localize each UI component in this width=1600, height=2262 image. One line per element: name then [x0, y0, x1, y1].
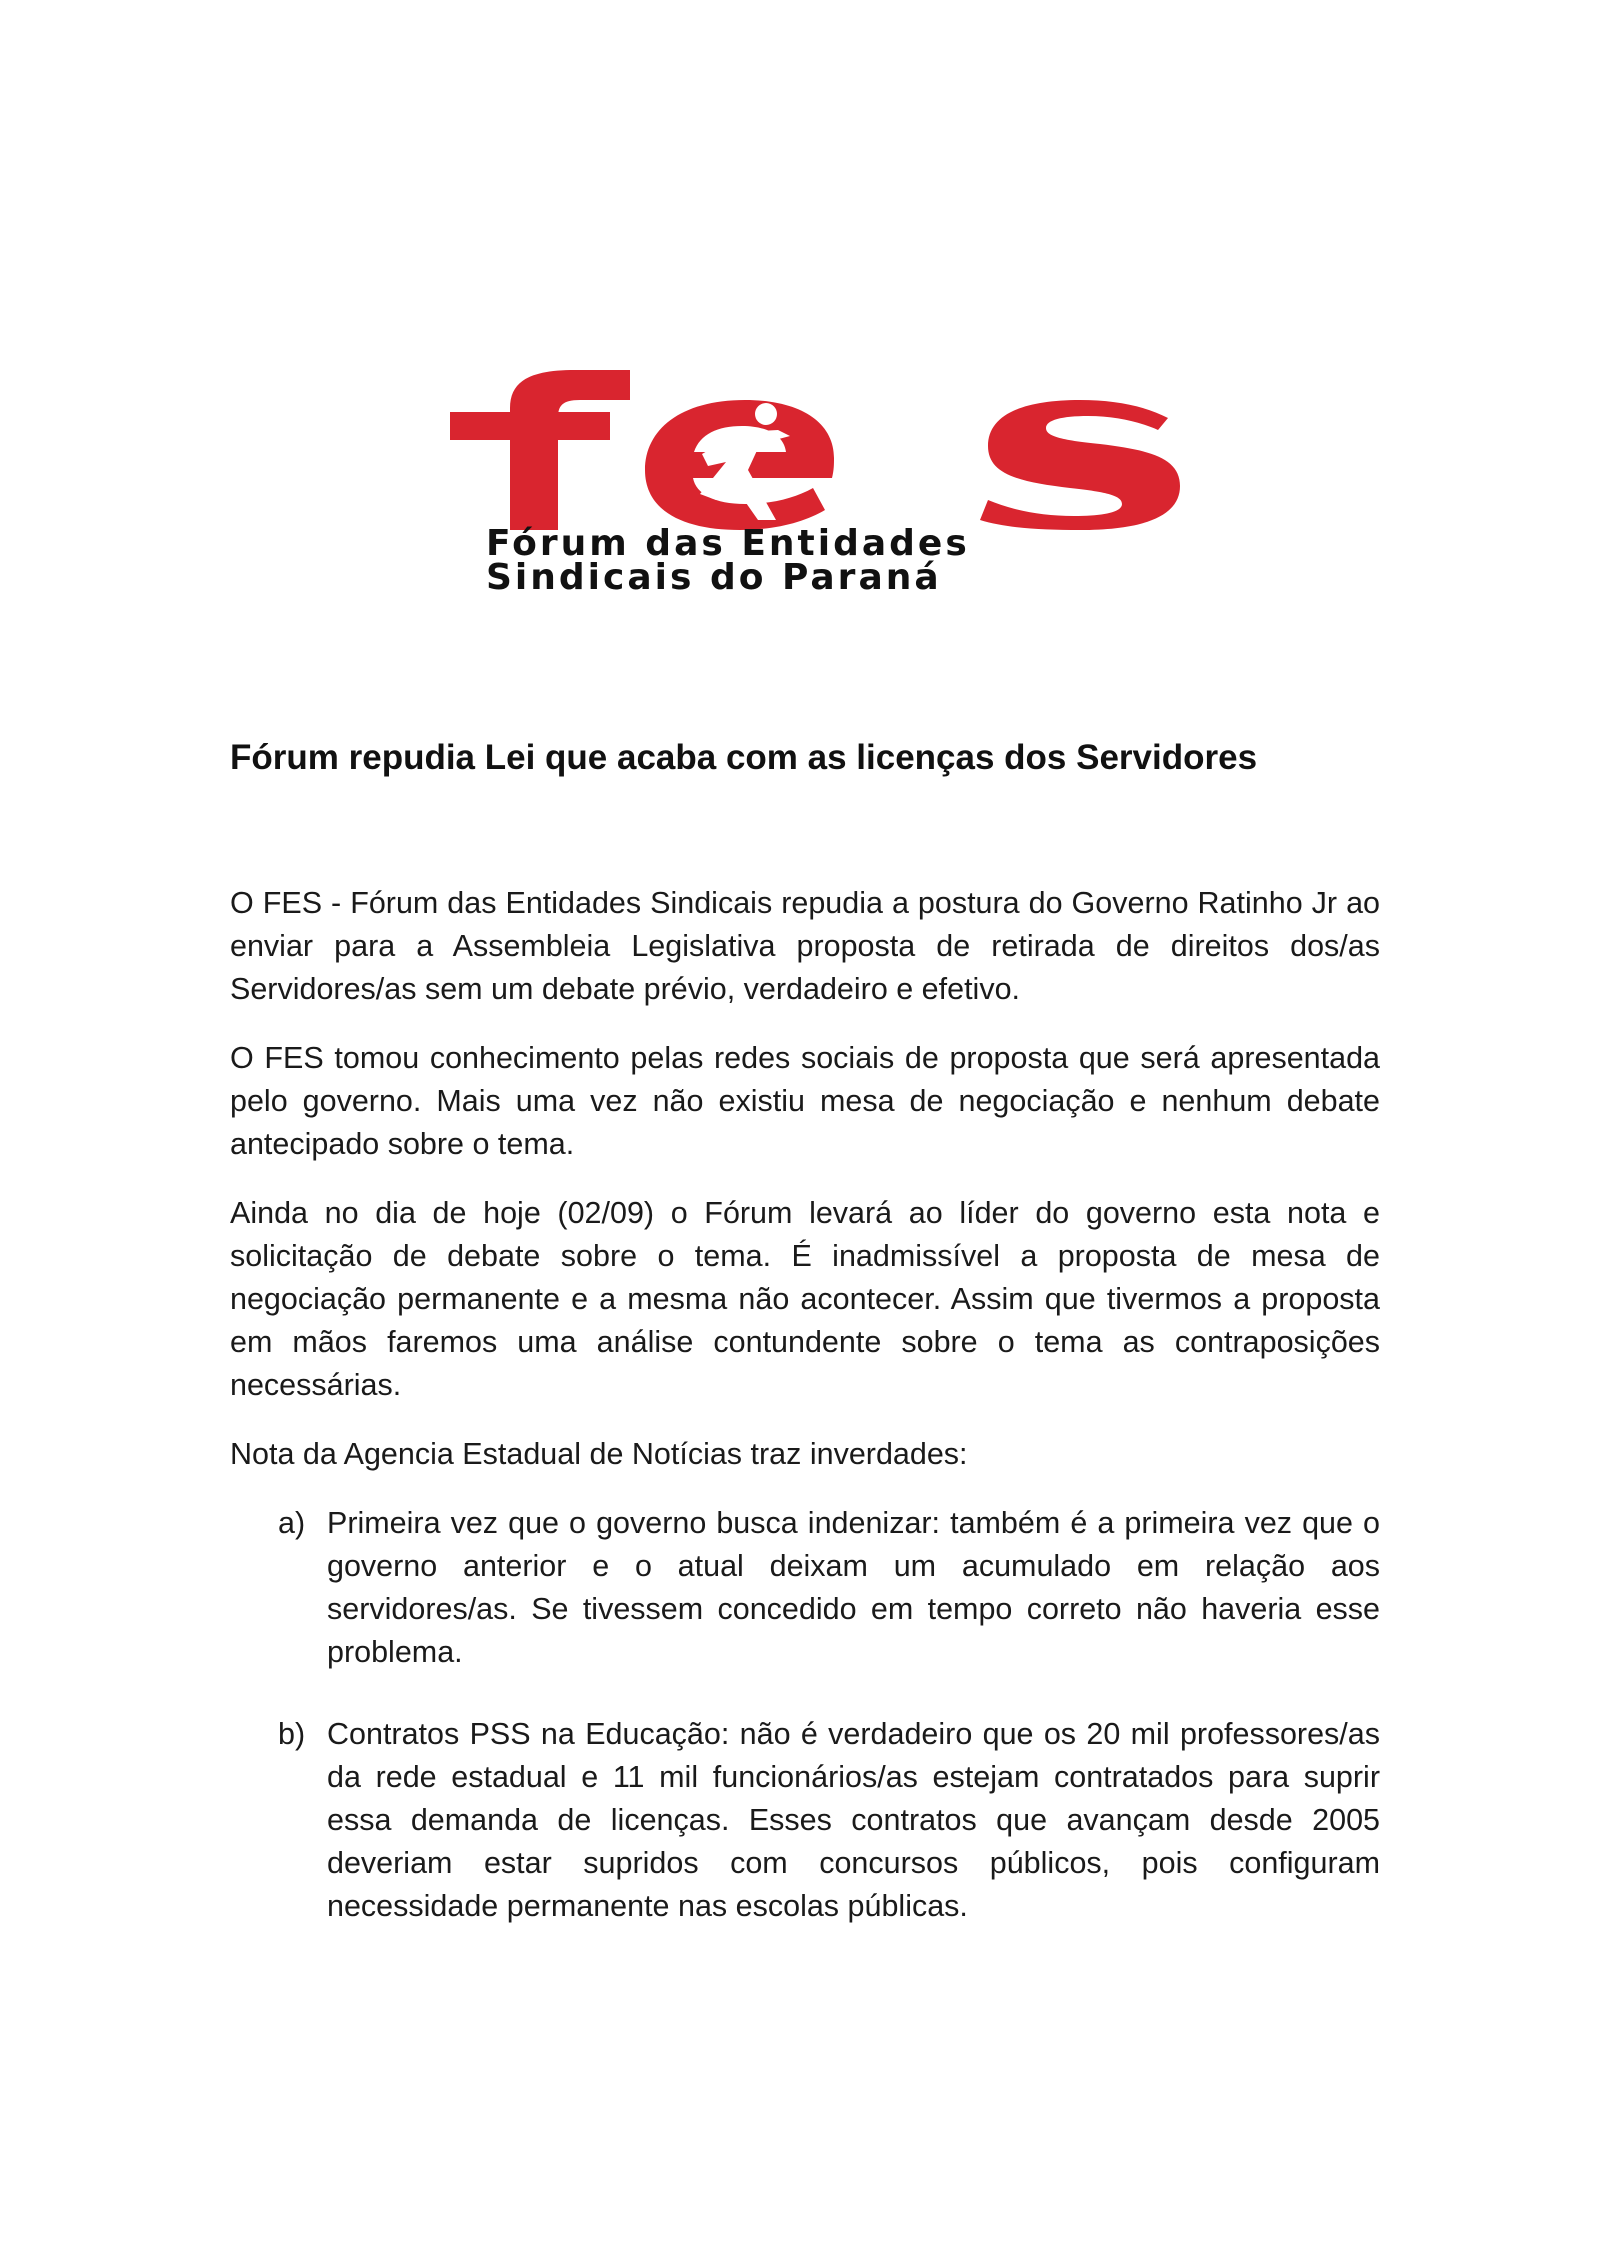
paragraph: O FES - Fórum das Entidades Sindicais repudia a postura do Governo Ratinho Jr ao enviar para a Assembleia Legislativa proposta de retirada de direitos dos/as Servidores/as sem um debate prévio, verdadeiro e efetivo. [230, 886, 1380, 1006]
list-item-text: Primeira vez que o governo busca indenizar: também é a primeira vez que o governo anterior e o atual deixam um acumulado em relação aos servidores/as. Se tivessem concedido em tempo correto não haveria esse problema. [327, 1506, 1380, 1669]
logo-letter-s [980, 400, 1180, 530]
logo-subtitle-line1: Fórum das Entidades [486, 523, 970, 564]
document-body [230, 882, 1380, 1967]
logo-subtitle-line2: Sindicais do Paraná [486, 557, 942, 598]
list-item [230, 1713, 1380, 1928]
document-title: Fórum repudia Lei que acaba com as licenças dos Servidores [230, 738, 1258, 777]
paragraph: Nota da Agencia Estadual de Notícias traz inverdades: [230, 1437, 968, 1471]
logo-letter-e [645, 400, 834, 530]
paragraph: O FES tomou conhecimento pelas redes sociais de proposta que será apresentada pelo governo. Mais uma vez não existiu mesa de negociação e nenhum debate antecipado sobre o tema. [230, 1041, 1380, 1161]
paragraph: Ainda no dia de hoje (02/09) o Fórum levará ao líder do governo esta nota e solicitação de debate sobre o tema. É inadmissível a proposta de mesa de negociação permanente e a mesma não acontecer. Assim que tivermos a proposta em mãos faremos uma análise contundente sobre o tema as contraposições necessárias. [230, 1196, 1380, 1402]
list-marker: a) [278, 1506, 306, 1540]
list-item [230, 1502, 1380, 1674]
fes-logo-mark [440, 370, 1180, 530]
logo-letter-f [450, 370, 630, 530]
list-marker: b) [278, 1717, 306, 1751]
inverdades-list [230, 1502, 1380, 1928]
fes-logo [440, 370, 1180, 598]
list-item-text: Contratos PSS na Educação: não é verdadeiro que os 20 mil professores/as da rede estadual e 11 mil funcionários/as estejam contratados para suprir essa demanda de licenças. Esses contratos que avançam desde 2005 deveriam estar supridos com concursos públicos, pois configuram necessidade permanente nas escolas públicas. [327, 1717, 1380, 1923]
